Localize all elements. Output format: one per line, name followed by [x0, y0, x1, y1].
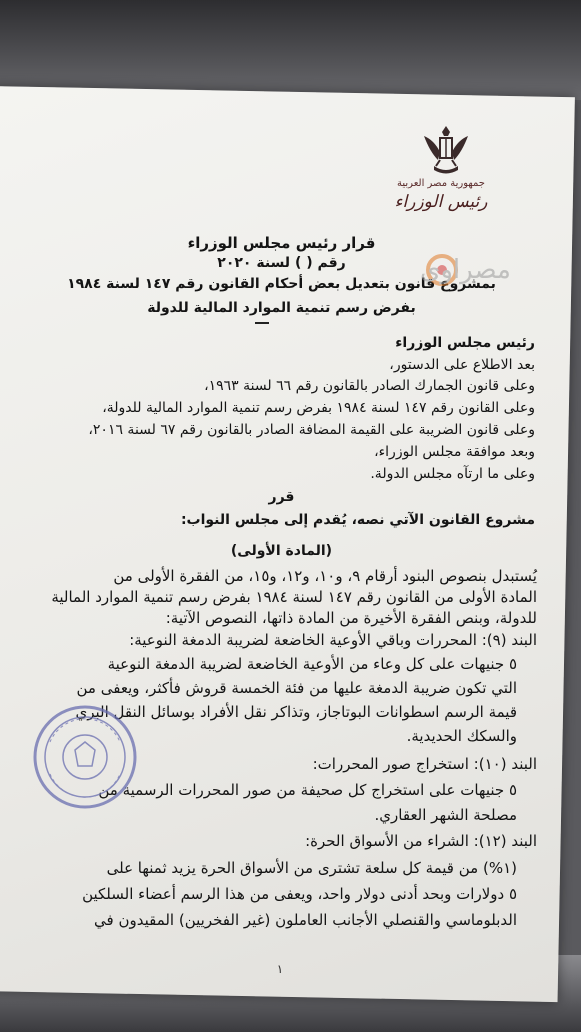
title-divider — [255, 322, 269, 324]
official-seal-stamp — [30, 702, 140, 812]
preamble-line: وعلى القانون رقم ١٤٧ لسنة ١٩٨٤ بفرض رسم تنمية الموارد المالية للدولة، — [102, 400, 535, 416]
article-line: مصلحة الشهر العقاري. — [374, 806, 517, 824]
article-line: قيمة الرسم اسطوانات البوتاجاز، وتذاكر نقل الأفراد بوسائل النقل البري — [75, 703, 517, 721]
article-line: ٥ دولارات وبحد أدنى دولار واحد، ويعفى من هذا الرسم أعضاء السلكين — [82, 885, 517, 903]
decision-intro: مشروع القانون الآتي نصه، يُقدم إلى مجلس النواب: — [180, 512, 535, 528]
preamble-line: وبعد موافقة مجلس الوزراء، — [374, 444, 535, 460]
preamble-line: وعلى قانون الجمارك الصادر بالقانون رقم ٦٦ لسنة ١٩٦٣، — [204, 378, 535, 394]
article-line: والسكك الحديدية. — [406, 727, 517, 745]
article-line: للدولة، وبنص الفقرة الأخيرة من المادة ذاتها، النصوص الآتية: — [165, 609, 537, 627]
page-number: ١ — [276, 962, 284, 976]
decree-number: رقم ( ) لسنة ٢٠٢٠ — [217, 255, 346, 271]
decree-title: قرار رئيس مجلس الوزراء — [187, 234, 376, 252]
preamble-heading: رئيس مجلس الوزراء — [395, 335, 535, 351]
article-title: (المادة الأولى) — [230, 543, 333, 559]
article-line: المادة الأولى من القانون رقم ١٤٧ لسنة ١٩٨٤ بفرض رسم تنمية الموارد المالية — [51, 588, 537, 606]
article-line: التي تكون ضريبة الدمغة عليها من فئة الخمسة قروش فأكثر، ويعفى من — [76, 679, 517, 697]
preamble-line: وعلى قانون الضريبة على القيمة المضافة الصادر بالقانون رقم ٦٧ لسنة ٢٠١٦، — [88, 422, 535, 438]
preamble-line: وعلى ما ارتآه مجلس الدولة. — [370, 466, 535, 482]
clause-9-heading: البند (٩): المحررات وباقي الأوعية الخاضعة لضريبة الدمغة النوعية: — [129, 631, 537, 649]
article-line: ٥ جنيهات على استخراج كل صحيفة من صور المحررات الرسمية من — [98, 781, 517, 799]
eagle-emblem-icon — [420, 122, 472, 178]
emblem-caption-office: رئيس الوزراء — [394, 192, 488, 212]
emblem-caption-country: جمهورية مصر العربية — [397, 178, 485, 189]
decree-subject: بمشروع قانون بتعديل بعض أحكام القانون رقم ١٤٧ لسنة ١٩٨٤ — [67, 276, 496, 292]
masrawy-watermark — [292, 248, 511, 292]
preamble-line: بعد الاطلاع على الدستور، — [389, 357, 535, 373]
article-line: (١%) من قيمة كل سلعة تشترى من الأسواق الحرة يزيد ثمنها على — [106, 859, 517, 877]
clause-12-heading: البند (١٢): الشراء من الأسواق الحرة: — [305, 832, 537, 850]
watermark-text: مصراوي — [420, 255, 511, 285]
article-line: الدبلوماسي والقنصلي الأجانب العاملون (غير الفخريين) المقيدون في — [94, 911, 517, 929]
clause-10-heading: البند (١٠): استخراج صور المحررات: — [312, 755, 537, 773]
article-line: يُستبدل بنصوص البنود أرقام ٩، و١٠، و١٢، و١٥، من الفقرة الأولى من — [113, 567, 537, 585]
decree-subject-2: بفرض رسم تنمية الموارد المالية للدولة — [147, 300, 416, 316]
article-line: ٥ جنيهات على كل وعاء من الأوعية الخاضعة لضريبة الدمغة النوعية — [107, 655, 517, 673]
decision-heading: قرر — [268, 489, 295, 505]
